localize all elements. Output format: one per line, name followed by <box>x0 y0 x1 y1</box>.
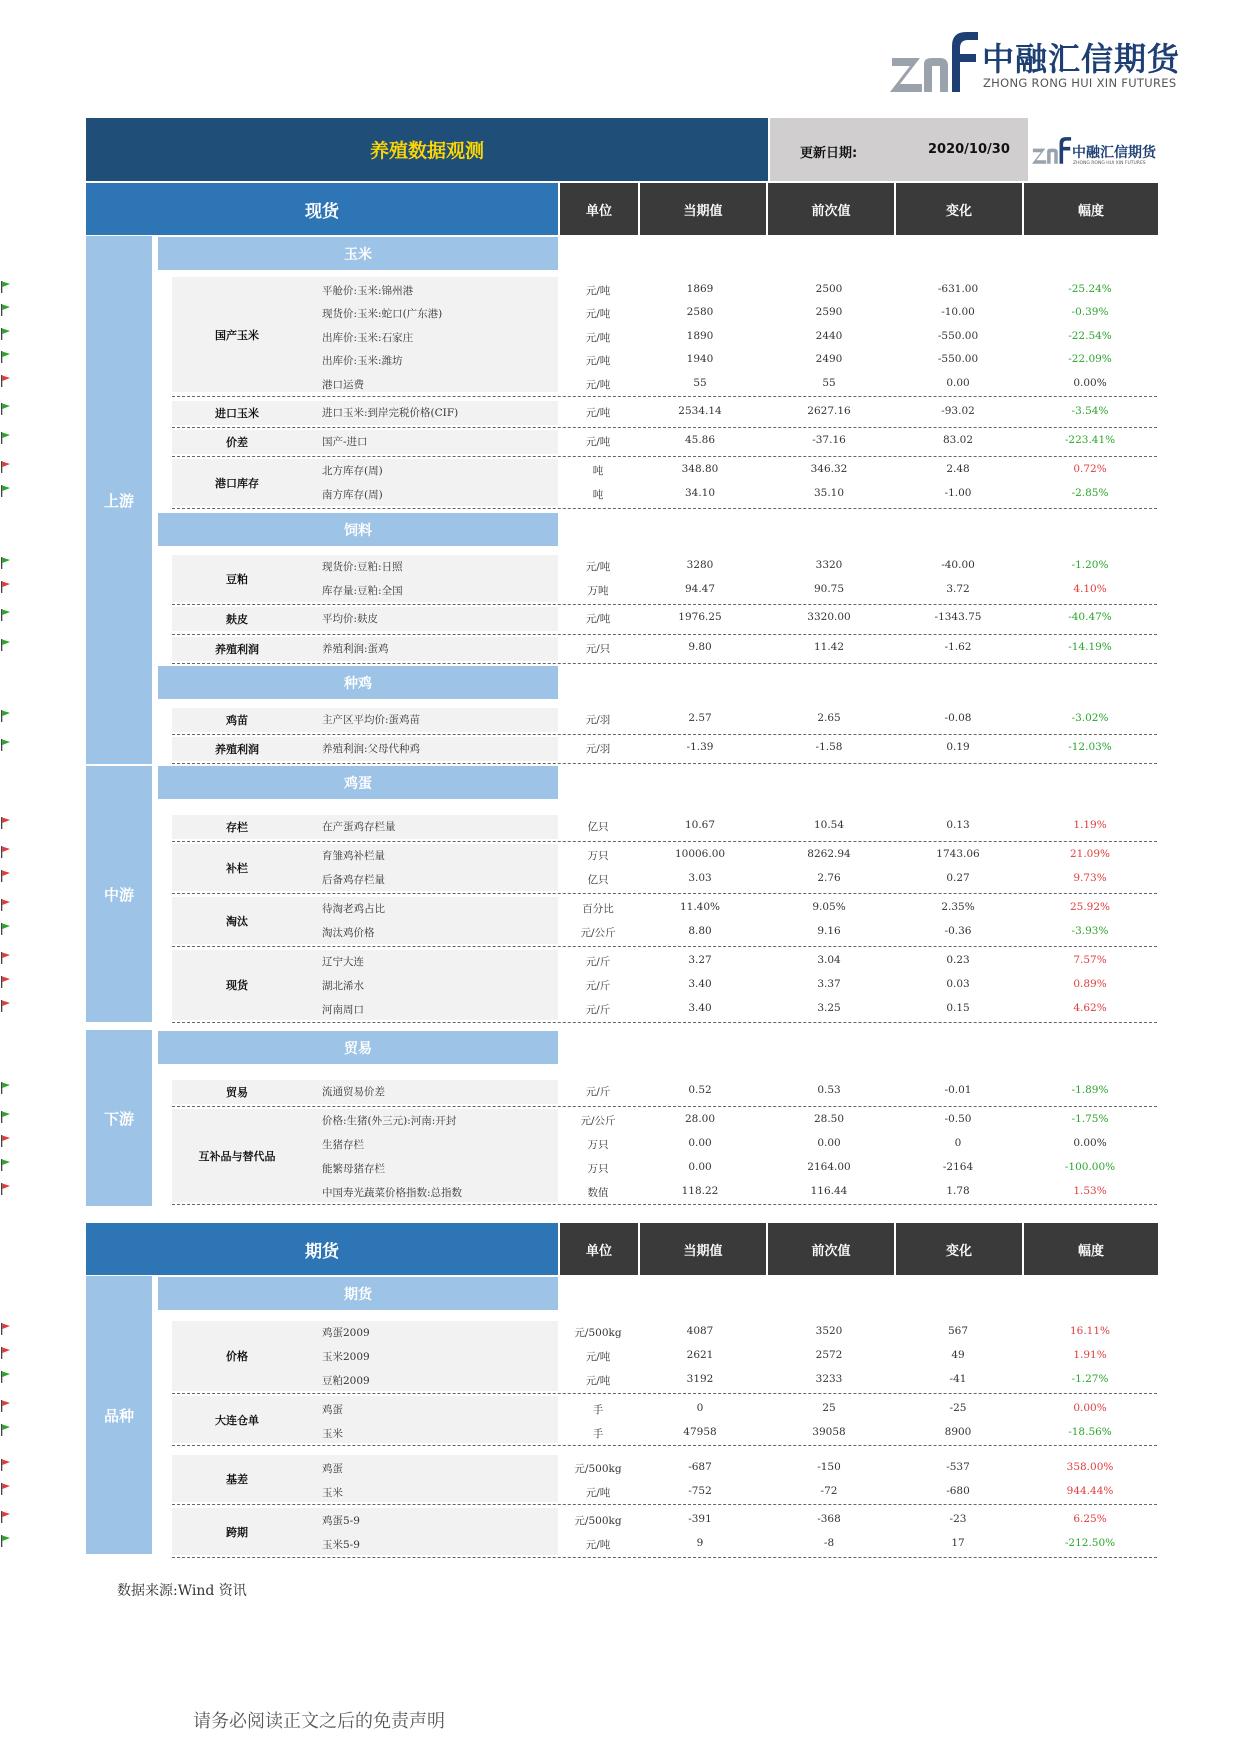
trend-flag-icon <box>0 638 12 652</box>
sub-feed: 饲料 <box>158 513 558 546</box>
group-port-stock: 港口库存 <box>172 459 302 506</box>
futures-col-change-header: 变化 <box>896 1223 1022 1275</box>
stage-variety: 品种 <box>86 1276 152 1554</box>
row-description: 鸡蛋5-9 <box>322 1515 360 1527</box>
row-description: 平均价:麸皮 <box>322 613 379 625</box>
trend-flag-icon <box>0 1423 12 1437</box>
znf-small-logo-icon <box>1032 130 1072 170</box>
table-row: 鸡蛋 元/500kg -687 -150 -537 358.00% <box>0 1458 1240 1478</box>
trend-flag-icon <box>0 1134 12 1148</box>
trend-flag-icon <box>0 374 12 388</box>
stage-upstream: 上游 <box>86 236 152 764</box>
row-description: 出库价:玉米:石家庄 <box>322 332 414 344</box>
col-previous-header: 前次值 <box>768 183 894 235</box>
table-row: 价格:生猪(外三元):河南:开封 元/公斤 28.00 28.50 -0.50 -1.75% <box>0 1110 1240 1130</box>
row-description: 育雏鸡补栏量 <box>322 850 385 862</box>
trend-flag-icon <box>0 1158 12 1172</box>
row-description: 南方库存(周) <box>322 489 383 501</box>
row-description: 中国寿光蔬菜价格指数:总指数 <box>322 1187 463 1199</box>
group-chick: 鸡苗 <box>172 708 302 732</box>
table-row: 辽宁大连 元/斤 3.27 3.04 0.23 7.57% <box>0 951 1240 971</box>
table-row: 玉米2009 元/吨 2621 2572 49 1.91% <box>0 1346 1240 1366</box>
row-description: 能繁母猪存栏 <box>322 1163 385 1175</box>
trend-flag-icon <box>0 1534 12 1548</box>
table-row: 河南周口 元/斤 3.40 3.25 0.15 4.62% <box>0 999 1240 1019</box>
small-logo-name-cn: 中融汇信期货 <box>1072 145 1156 161</box>
row-description: 淘汰鸡价格 <box>322 927 375 939</box>
update-date-value: 2020/10/30 <box>928 142 1010 157</box>
futures-col-unit-header: 单位 <box>560 1223 638 1275</box>
trend-flag-icon <box>0 999 12 1013</box>
table-row: 出库价:玉米:潍坊 元/吨 1940 2490 -550.00 -22.09% <box>0 350 1240 370</box>
table-row: 流通贸易价差 元/斤 0.52 0.53 -0.01 -1.89% <box>0 1081 1240 1101</box>
group-spot-egg: 现货 <box>172 950 302 1020</box>
row-description: 生猪存栏 <box>322 1139 364 1151</box>
row-description: 湖北浠水 <box>322 980 364 992</box>
row-description: 主产区平均价:蛋鸡苗 <box>322 714 421 726</box>
row-description: 待淘老鸡占比 <box>322 903 385 915</box>
trend-flag-icon <box>0 460 12 474</box>
table-row: 玉米 元/吨 -752 -72 -680 944.44% <box>0 1482 1240 1502</box>
update-date-label: 更新日期: <box>800 146 858 161</box>
trend-flag-icon <box>0 350 12 364</box>
table-row: 生猪存栏 万只 0.00 0.00 0 0.00% <box>0 1134 1240 1154</box>
trend-flag-icon <box>0 402 12 416</box>
futures-col-pct-header: 幅度 <box>1024 1223 1158 1275</box>
group-restock: 补栏 <box>172 844 302 891</box>
spot-header: 现货 <box>86 183 558 235</box>
group-domestic-corn: 国产玉米 <box>172 277 302 392</box>
brand-name-en: ZHONG RONG HUI XIN FUTURES <box>983 76 1177 90</box>
table-row: 湖北浠水 元/斤 3.40 3.37 0.03 0.89% <box>0 975 1240 995</box>
row-description: 后备鸡存栏量 <box>322 874 385 886</box>
group-layer-profit: 养殖利润 <box>172 637 302 661</box>
trend-flag-icon <box>0 1110 12 1124</box>
row-description: 玉米 <box>322 1487 343 1499</box>
trend-flag-icon <box>0 1510 12 1524</box>
row-description: 现货价:玉米:蛇口(广东港) <box>322 308 443 320</box>
table-row: 鸡蛋 手 0 25 -25 0.00% <box>0 1399 1240 1419</box>
small-logo-name-en: ZHONG RONG HUI XIN FUTURES <box>1073 161 1146 166</box>
group-culling: 淘汰 <box>172 897 302 944</box>
company-logo <box>890 28 1181 96</box>
trend-flag-icon <box>0 1322 12 1336</box>
row-description: 流通贸易价差 <box>322 1086 385 1098</box>
trend-flag-icon <box>0 1482 12 1496</box>
group-spread: 价差 <box>172 430 302 454</box>
trend-flag-icon <box>0 1346 12 1360</box>
stage-downstream: 下游 <box>86 1030 152 1206</box>
trend-flag-icon <box>0 898 12 912</box>
trend-flag-icon <box>0 975 12 989</box>
trend-flag-icon <box>0 738 12 752</box>
disclaimer: 请务必阅读正文之后的免责声明 <box>193 1711 445 1732</box>
trend-flag-icon <box>0 951 12 965</box>
table-row: 平舱价:玉米:锦州港 元/吨 1869 2500 -631.00 -25.24% <box>0 280 1240 300</box>
row-description: 辽宁大连 <box>322 956 364 968</box>
trend-flag-icon <box>0 845 12 859</box>
trend-flag-icon <box>0 327 12 341</box>
trend-flag-icon <box>0 709 12 723</box>
futures-header: 期货 <box>86 1223 558 1275</box>
trend-flag-icon <box>0 869 12 883</box>
row-description: 玉米5-9 <box>322 1539 360 1551</box>
table-row: 南方库存(周) 吨 34.10 35.10 -1.00 -2.85% <box>0 484 1240 504</box>
data-source: 数据来源:Wind 资讯 <box>117 1583 247 1599</box>
group-calendar-spread: 跨期 <box>172 1508 302 1555</box>
trend-flag-icon <box>0 1370 12 1384</box>
row-description: 玉米 <box>322 1428 343 1440</box>
trend-flag-icon <box>0 816 12 830</box>
row-description: 库存量:豆粕:全国 <box>322 585 403 597</box>
sub-corn: 玉米 <box>158 237 558 270</box>
table-row: 在产蛋鸡存栏量 亿只 10.67 10.54 0.13 1.19% <box>0 816 1240 836</box>
table-row: 库存量:豆粕:全国 万吨 94.47 90.75 3.72 4.10% <box>0 580 1240 600</box>
group-trade: 贸易 <box>172 1080 302 1104</box>
table-row: 主产区平均价:蛋鸡苗 元/羽 2.57 2.65 -0.08 -3.02% <box>0 709 1240 729</box>
trend-flag-icon <box>0 431 12 445</box>
row-description: 港口运费 <box>322 379 364 391</box>
sub-breeder: 种鸡 <box>158 666 558 699</box>
table-row: 进口玉米:到岸完税价格(CIF) 元/吨 2534.14 2627.16 -93.02 -3.54% <box>0 402 1240 422</box>
row-description: 鸡蛋 <box>322 1404 343 1416</box>
group-soymeal: 豆粕 <box>172 555 302 602</box>
group-price: 价格 <box>172 1321 302 1391</box>
sub-trade: 贸易 <box>158 1031 558 1064</box>
trend-flag-icon <box>0 303 12 317</box>
row-description: 在产蛋鸡存栏量 <box>322 821 396 833</box>
table-row: 养殖利润:父母代种鸡 元/羽 -1.39 -1.58 0.19 -12.03% <box>0 738 1240 758</box>
trend-flag-icon <box>0 280 12 294</box>
row-description: 鸡蛋2009 <box>322 1327 370 1339</box>
group-breeder-profit: 养殖利润 <box>172 737 302 761</box>
row-description: 现货价:豆粕:日照 <box>322 561 403 573</box>
col-current-header: 当期值 <box>640 183 766 235</box>
znf-logo-mark-icon <box>890 28 980 94</box>
table-row: 玉米 手 47958 39058 8900 -18.56% <box>0 1423 1240 1443</box>
col-pct-header: 幅度 <box>1024 183 1158 235</box>
trend-flag-icon <box>0 922 12 936</box>
futures-col-current-header: 当期值 <box>640 1223 766 1275</box>
row-description: 玉米2009 <box>322 1351 370 1363</box>
table-row: 现货价:豆粕:日照 元/吨 3280 3320 -40.00 -1.20% <box>0 556 1240 576</box>
table-row: 养殖利润:蛋鸡 元/只 9.80 11.42 -1.62 -14.19% <box>0 638 1240 658</box>
table-row: 平均价:麸皮 元/吨 1976.25 3320.00 -1343.75 -40.47% <box>0 608 1240 628</box>
trend-flag-icon <box>0 1182 12 1196</box>
small-logo <box>1032 122 1160 178</box>
row-description: 鸡蛋 <box>322 1463 343 1475</box>
stage-midstream: 中游 <box>86 766 152 1022</box>
row-description: 豆粕2009 <box>322 1375 370 1387</box>
table-row: 待淘老鸡占比 百分比 11.40% 9.05% 2.35% 25.92% <box>0 898 1240 918</box>
trend-flag-icon <box>0 1458 12 1472</box>
group-import-corn: 进口玉米 <box>172 401 302 425</box>
table-row: 港口运费 元/吨 55 55 0.00 0.00% <box>0 374 1240 394</box>
table-row: 淘汰鸡价格 元/公斤 8.80 9.16 -0.36 -3.93% <box>0 922 1240 942</box>
trend-flag-icon <box>0 484 12 498</box>
group-warehouse-receipt: 大连仓单 <box>172 1396 302 1443</box>
col-unit-header: 单位 <box>560 183 638 235</box>
sub-egg: 鸡蛋 <box>158 766 558 799</box>
update-date-box <box>770 118 1028 181</box>
row-description: 平舱价:玉米:锦州港 <box>322 285 414 297</box>
table-row: 玉米5-9 元/吨 9 -8 17 -212.50% <box>0 1534 1240 1554</box>
brand-name-cn: 中融汇信期货 <box>982 40 1181 78</box>
table-row: 中国寿光蔬菜价格指数:总指数 数值 118.22 116.44 1.78 1.53% <box>0 1182 1240 1202</box>
table-row: 北方库存(周) 吨 348.80 346.32 2.48 0.72% <box>0 460 1240 480</box>
trend-flag-icon <box>0 1081 12 1095</box>
page-title: 养殖数据观测 <box>86 118 768 181</box>
trend-flag-icon <box>0 580 12 594</box>
table-row: 现货价:玉米:蛇口(广东港) 元/吨 2580 2590 -10.00 -0.39% <box>0 303 1240 323</box>
table-row: 出库价:玉米:石家庄 元/吨 1890 2440 -550.00 -22.54% <box>0 327 1240 347</box>
row-description: 出库价:玉米:潍坊 <box>322 355 403 367</box>
table-row: 能繁母猪存栏 万只 0.00 2164.00 -2164 -100.00% <box>0 1158 1240 1178</box>
group-bran: 麸皮 <box>172 607 302 631</box>
row-description: 国产-进口 <box>322 436 368 448</box>
row-description: 养殖利润:父母代种鸡 <box>322 743 421 755</box>
col-change-header: 变化 <box>896 183 1022 235</box>
table-row: 豆粕2009 元/吨 3192 3233 -41 -1.27% <box>0 1370 1240 1390</box>
row-description: 价格:生猪(外三元):河南:开封 <box>322 1115 457 1127</box>
table-row: 国产-进口 元/吨 45.86 -37.16 83.02 -223.41% <box>0 431 1240 451</box>
table-row: 鸡蛋5-9 元/500kg -391 -368 -23 6.25% <box>0 1510 1240 1530</box>
table-row: 鸡蛋2009 元/500kg 4087 3520 567 16.11% <box>0 1322 1240 1342</box>
group-substitutes: 互补品与替代品 <box>172 1109 302 1202</box>
row-description: 进口玉米:到岸完税价格(CIF) <box>322 407 459 419</box>
futures-col-previous-header: 前次值 <box>768 1223 894 1275</box>
table-row: 后备鸡存栏量 亿只 3.03 2.76 0.27 9.73% <box>0 869 1240 889</box>
group-basis: 基差 <box>172 1455 302 1502</box>
row-description: 北方库存(周) <box>322 465 383 477</box>
trend-flag-icon <box>0 1399 12 1413</box>
row-description: 河南周口 <box>322 1004 364 1016</box>
row-description: 养殖利润:蛋鸡 <box>322 643 389 655</box>
trend-flag-icon <box>0 608 12 622</box>
table-row: 育雏鸡补栏量 万只 10006.00 8262.94 1743.06 21.09% <box>0 845 1240 865</box>
group-inventory: 存栏 <box>172 815 302 839</box>
sub-futures: 期货 <box>158 1277 558 1310</box>
trend-flag-icon <box>0 556 12 570</box>
